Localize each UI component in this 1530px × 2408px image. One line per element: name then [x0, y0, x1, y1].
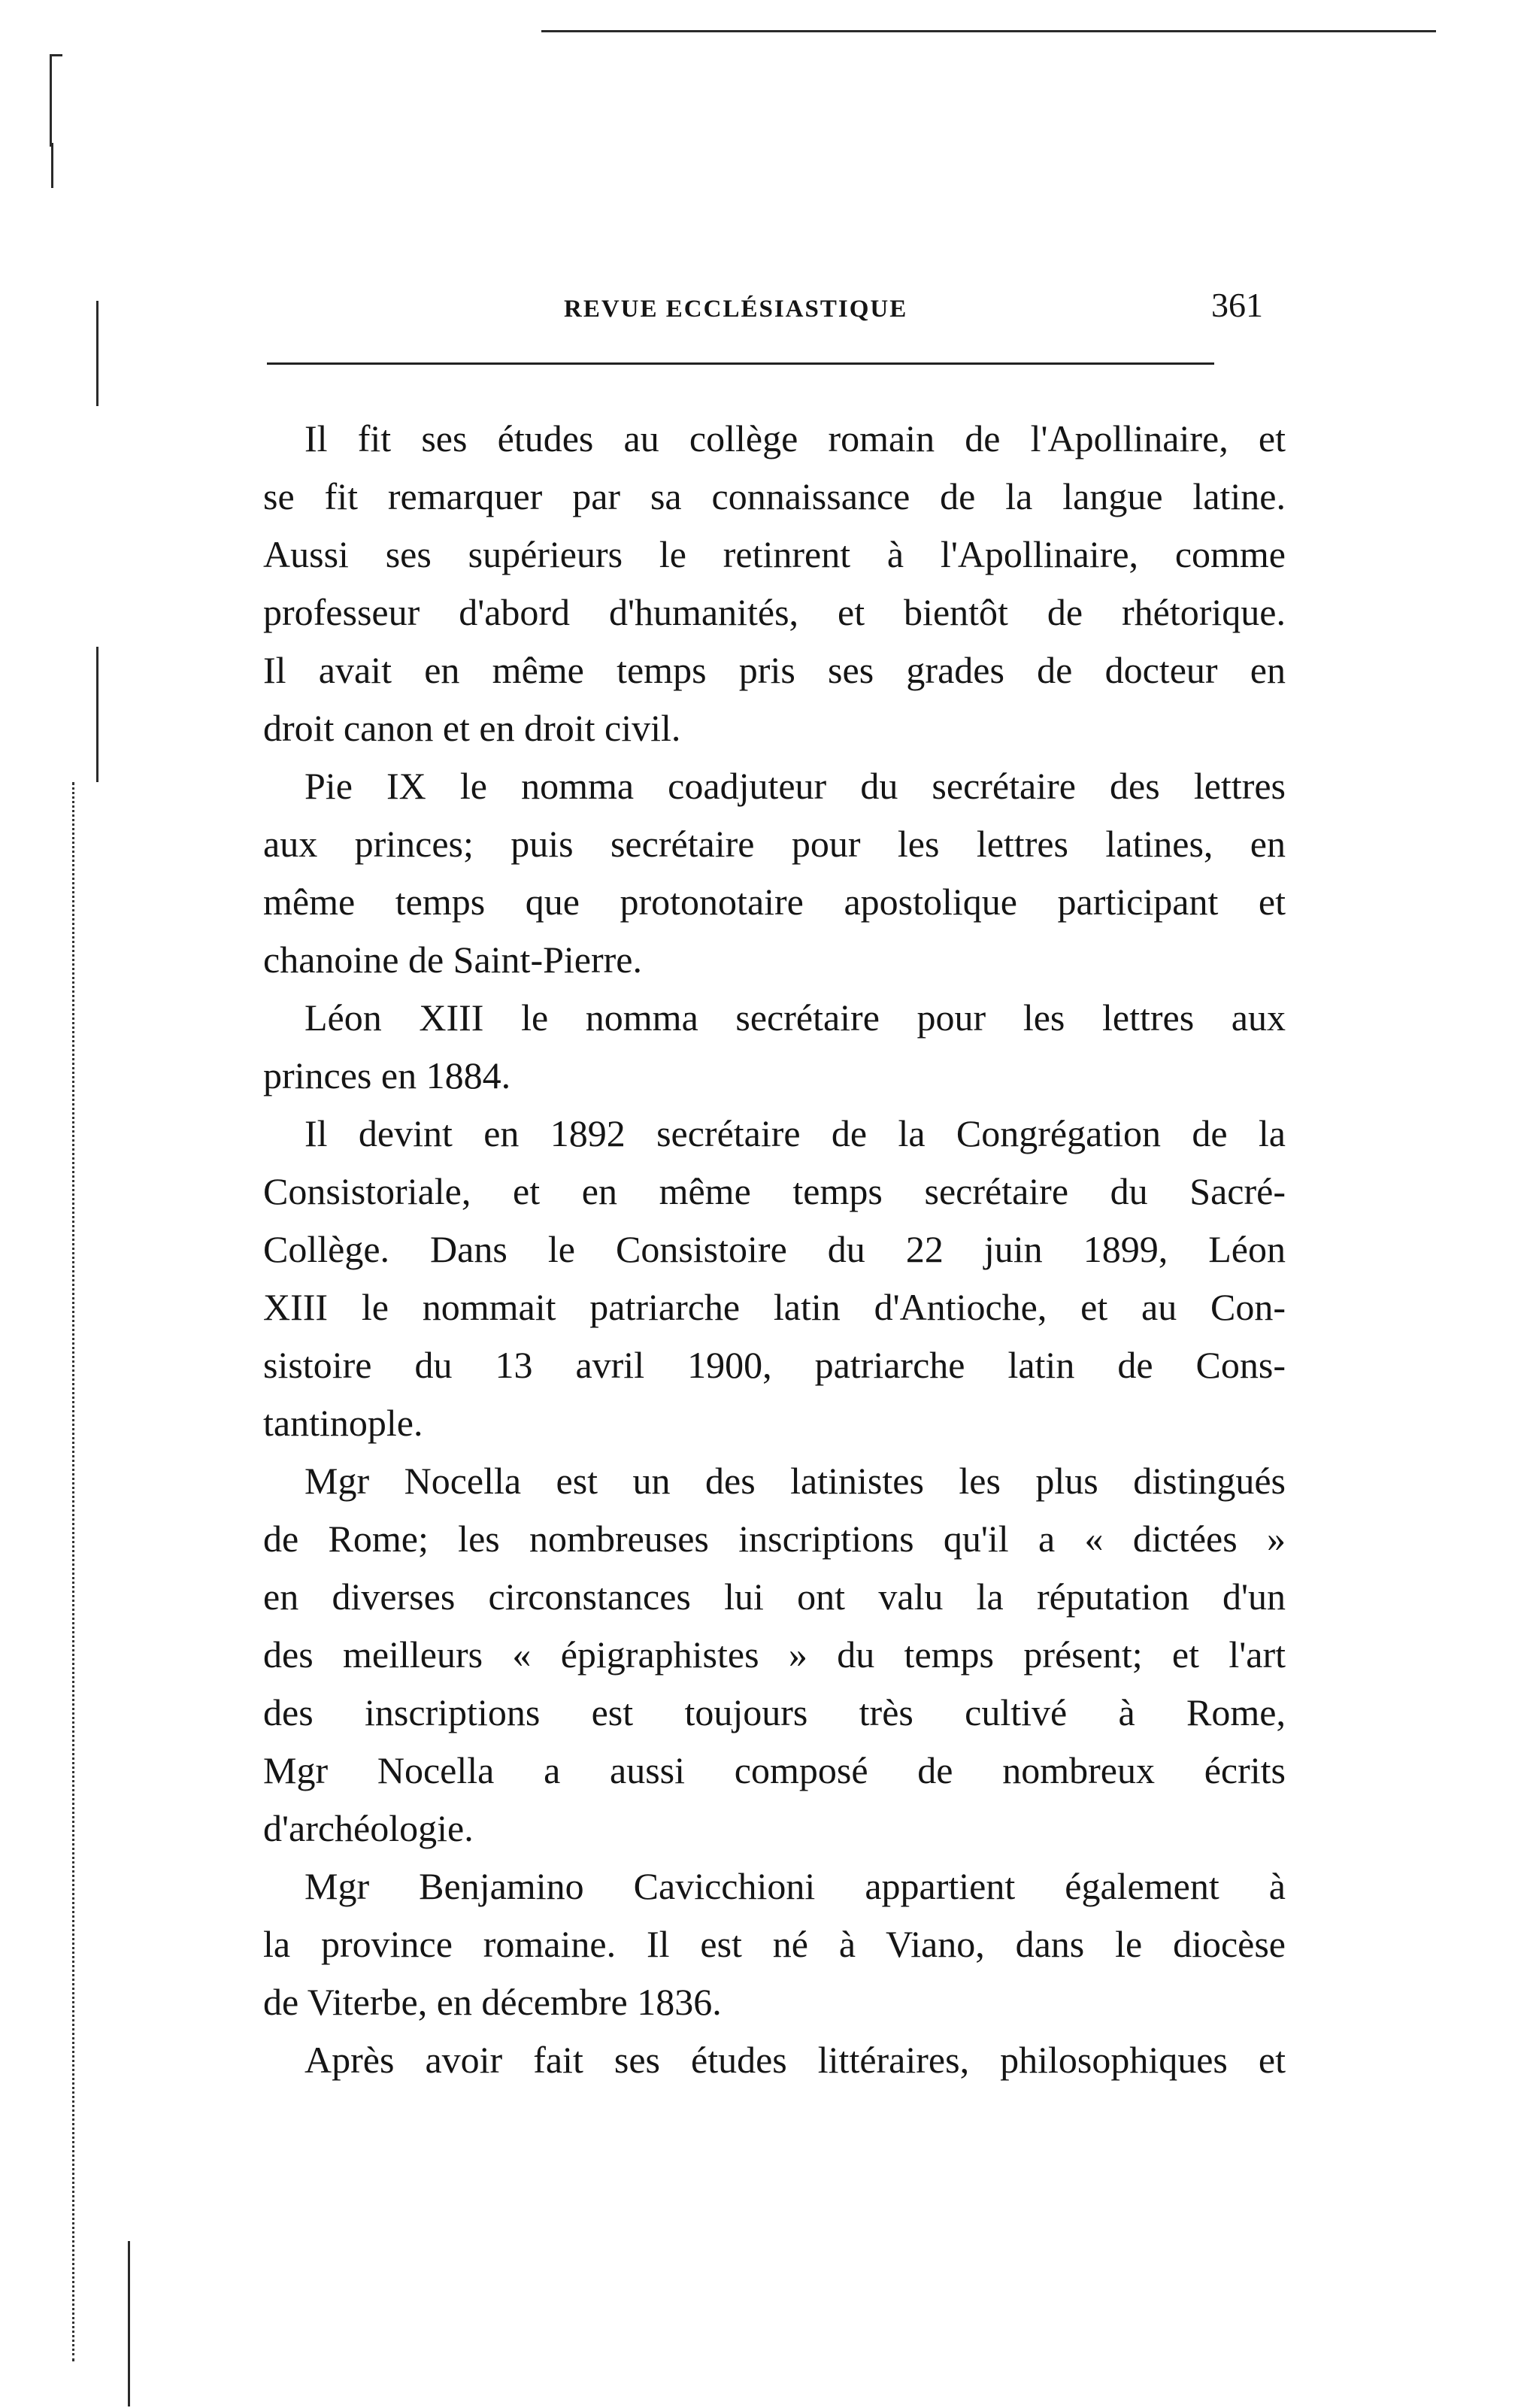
text-line: Pie IX le nomma coadjuteur du secrétaire des lettres [304, 765, 1286, 807]
text-line: droit canon et en droit civil. [263, 707, 681, 749]
text-line: Mgr Benjamino Cavicchioni appartient également à [304, 1865, 1286, 1907]
scan-margin-line [72, 782, 74, 2361]
text-line: chanoine de Saint-Pierre. [263, 939, 642, 981]
text-line: de Viterbe, en décembre 1836. [263, 1981, 722, 2023]
text-line: Collège. Dans le Consistoire du 22 juin 1899, Léon [263, 1228, 1286, 1270]
running-header [263, 286, 1263, 335]
text-line: Il devint en 1892 secrétaire de la Congrégation de la [304, 1112, 1286, 1154]
text-line: Il avait en même temps pris ses grades de docteur en [263, 649, 1286, 691]
text-line: Mgr Nocella est un des latinistes les plus distingués [304, 1460, 1286, 1502]
text-line: professeur d'abord d'humanités, et bientôt de rhétorique. [263, 591, 1286, 633]
scan-top-rule [541, 30, 1436, 32]
text-line: tantinople. [263, 1402, 423, 1444]
text-line: aux princes; puis secrétaire pour les lettres latines, en [263, 823, 1286, 865]
scan-margin-line [96, 647, 98, 782]
text-line: de Rome; les nombreuses inscriptions qu'il a « dictées » [263, 1518, 1286, 1560]
text-line: en diverses circonstances lui ont valu la réputation d'un [263, 1576, 1286, 1618]
text-line: Consistoriale, et en même temps secrétaire du Sacré- [263, 1170, 1286, 1212]
text-line: d'archéologie. [263, 1807, 474, 1849]
scan-margin-line [51, 143, 53, 188]
text-line: Aussi ses supérieurs le retinrent à l'Apollinaire, comme [263, 533, 1286, 575]
running-title: REVUE ECCLÉSIASTIQUE [564, 296, 908, 323]
scan-margin-line [96, 301, 98, 406]
text-line: Il fit ses études au collège romain de l'Apollinaire, et [304, 417, 1286, 459]
body-text [263, 410, 1286, 2089]
text-line: même temps que protonotaire apostolique participant et [263, 881, 1286, 923]
text-line: sistoire du 13 avril 1900, patriarche latin de Cons- [263, 1344, 1286, 1386]
header-rule [267, 362, 1214, 365]
text-line: XIII le nommait patriarche latin d'Antioche, et au Con- [263, 1286, 1286, 1328]
text-line: Mgr Nocella a aussi composé de nombreux écrits [263, 1749, 1286, 1791]
text-line: se fit remarquer par sa connaissance de la langue latine. [263, 475, 1286, 517]
scan-margin-line [128, 2241, 130, 2406]
text-line: princes en 1884. [263, 1054, 511, 1096]
text-line: Après avoir fait ses études littéraires, philosophiques et [304, 2039, 1286, 2081]
scan-margin-bracket [50, 54, 62, 147]
page-number: 361 [1211, 286, 1263, 324]
text-line: des inscriptions est toujours très cultivé à Rome, [263, 1691, 1286, 1733]
text-line: la province romaine. Il est né à Viano, dans le diocèse [263, 1923, 1286, 1965]
text-line: Léon XIII le nomma secrétaire pour les lettres aux [304, 996, 1286, 1039]
text-line: des meilleurs « épigraphistes » du temps présent; et l'art [263, 1633, 1286, 1676]
